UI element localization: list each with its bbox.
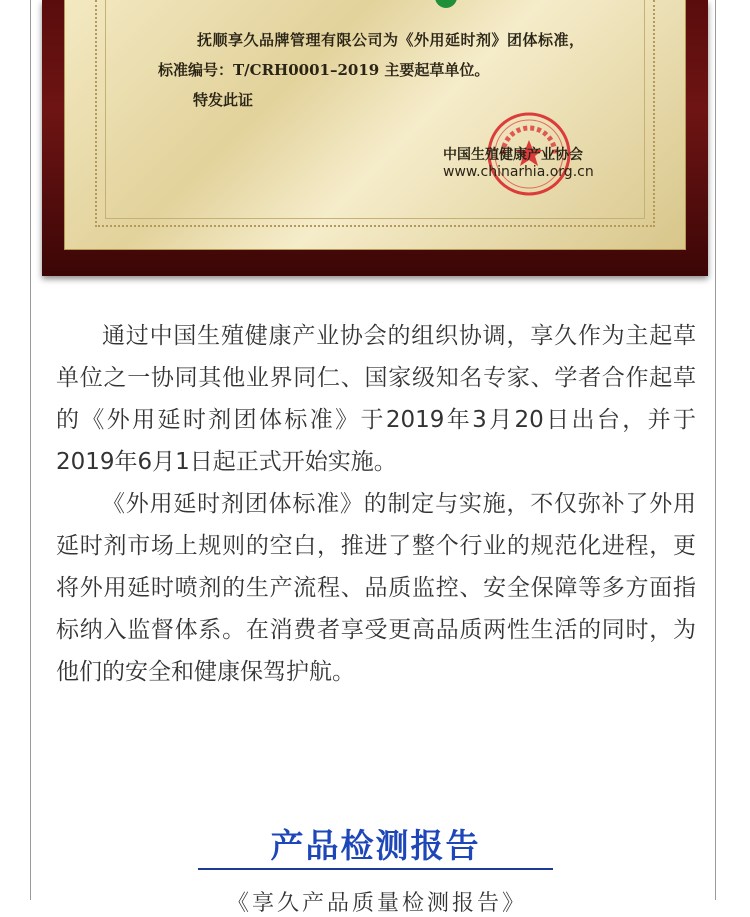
certificate-paper xyxy=(64,0,686,250)
section-subtitle: 《享久产品质量检测报告》 xyxy=(226,891,527,916)
certificate-line-2: 标准编号：T/CRH0001–2019 主要起草单位。 xyxy=(158,61,490,79)
article-paragraph-1: 通过中国生殖健康产业协会的组织协调，享久作为主起草单位之一协同其他业界同仁、国家级知名专家、学者合作起草的《外用延时剂团体标准》于2019年3月20日出台，并于2019年6月1日起正式开始实施。 xyxy=(56,323,696,475)
article-body xyxy=(56,315,696,693)
certificate-line-3: 特发此证 xyxy=(193,91,254,109)
certificate-plaque xyxy=(42,0,708,276)
issuer-name: 中国生殖健康产业协会 xyxy=(443,147,583,163)
certificate-line-1: 抚顺享久品牌管理有限公司为《外用延时剂》团体标准， xyxy=(197,31,585,49)
article-paragraph-2: 《外用延时剂团体标准》的制定与实施，不仅弥补了外用延时剂市场上规则的空白，推进了整个行业的规范化进程，更将外用延时喷剂的生产流程、品质监控、安全保障等多方面指标纳入监督体系。在消费者享受更高品质两性生活的同时，为他们的安全和健康保驾护航。 xyxy=(56,491,696,685)
title-underline xyxy=(198,868,553,870)
issuer-url: www.chinarhia.org.cn xyxy=(443,164,594,180)
section-title: 产品检测报告 xyxy=(270,826,481,865)
